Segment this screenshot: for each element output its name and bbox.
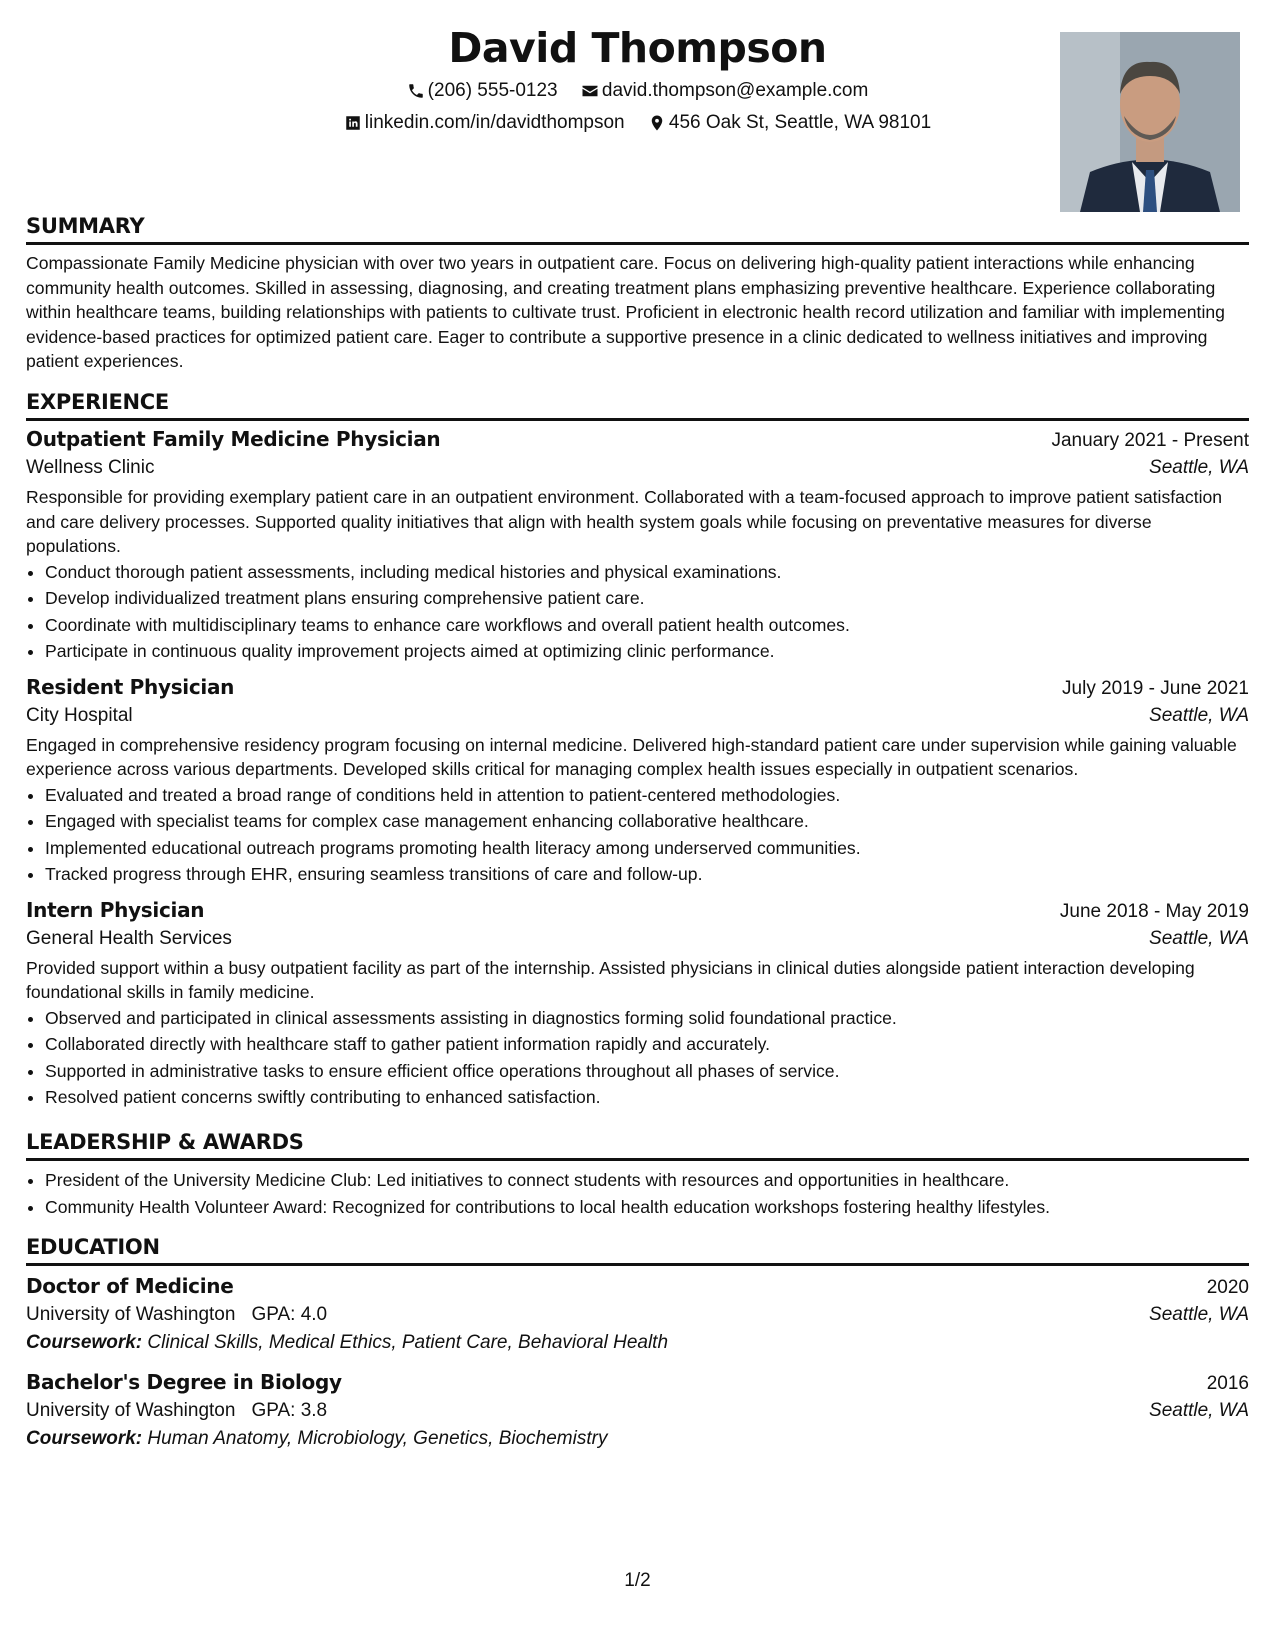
list-item: • Evaluated and treated a broad range of conditions held in attention to patient-centered methodologies. xyxy=(45,782,1249,809)
linkedin-text: linkedin.com/in/davidthompson xyxy=(364,112,625,133)
school-location: Seattle, WA xyxy=(1149,1400,1249,1421)
list-item: • Collaborated directly with healthcare staff to gather patient information rapidly and accurately. xyxy=(45,1031,1249,1058)
job-description: Responsible for providing exemplary patient care in an outpatient environment. Collaborated with a team-focused approach to improve patient satisfaction and care delivery processes. Supported quality initiatives that align with health system goals while focusing on preventative measures for diverse populations. xyxy=(26,487,1223,556)
list-item: • Coordinate with multidisciplinary teams to enhance care workflows and overall patient health outcomes. xyxy=(45,612,1249,639)
education-entry xyxy=(26,1274,1249,1354)
coursework-line xyxy=(26,1428,1249,1450)
candidate-name: David Thompson xyxy=(448,24,827,72)
gpa-value: GPA: 3.8 xyxy=(251,1400,328,1421)
list-item: • Participate in continuous quality improvement projects aimed at optimizing clinic performance. xyxy=(45,638,1249,665)
coursework-line xyxy=(26,1332,1249,1354)
degree-title: Doctor of Medicine xyxy=(26,1274,234,1298)
list-item: • President of the University Medicine Club: Led initiatives to connect students with resources and opportunities in healthcare. xyxy=(45,1167,1249,1194)
email-contact[interactable] xyxy=(581,80,868,102)
list-item: • Community Health Volunteer Award: Recognized for contributions to local health education workshops fostering healthy lifestyles. xyxy=(45,1194,1249,1221)
job-dates: January 2021 - Present xyxy=(1051,430,1249,451)
page-number: 1/2 xyxy=(624,1570,651,1591)
phone-contact[interactable] xyxy=(407,80,558,102)
coursework-text: Clinical Skills, Medical Ethics, Patient Care, Behavioral Health xyxy=(147,1332,669,1353)
job-bullets xyxy=(26,559,1249,665)
degree-year: 2020 xyxy=(1206,1277,1249,1298)
job-title: Intern Physician xyxy=(26,897,205,922)
map-marker-icon xyxy=(648,114,666,132)
address-text: 456 Oak St, Seattle, WA 98101 xyxy=(668,112,932,133)
leadership-list xyxy=(26,1167,1249,1220)
job-company: City Hospital xyxy=(26,704,133,726)
job-title: Resident Physician xyxy=(26,674,235,699)
job-dates: July 2019 - June 2021 xyxy=(1062,677,1249,699)
job-dates: June 2018 - May 2019 xyxy=(1059,900,1249,922)
profile-photo xyxy=(1060,32,1240,212)
job-description: Provided support within a busy outpatient facility as part of the internship. Assisted physicians in clinical duties alongside patient interaction developing foundational skills in family medicine. xyxy=(26,957,1195,1002)
job-company: General Health Services xyxy=(26,927,232,949)
linkedin-contact[interactable] xyxy=(344,112,625,134)
degree-year: 2016 xyxy=(1206,1373,1249,1394)
school-location: Seattle, WA xyxy=(1149,1304,1249,1325)
job-entry xyxy=(26,898,1249,1111)
phone-text: (206) 555-0123 xyxy=(427,80,558,101)
section-title-experience: EXPERIENCE xyxy=(26,390,1249,421)
coursework-label: Coursework: xyxy=(26,1428,143,1449)
coursework-text: Human Anatomy, Microbiology, Genetics, Biochemistry xyxy=(147,1428,608,1449)
list-item: • Develop individualized treatment plans ensuring comprehensive patient care. xyxy=(45,585,1249,612)
school-name: University of Washington xyxy=(26,1304,236,1325)
experience-section xyxy=(26,390,1249,1111)
job-bullets xyxy=(26,782,1249,888)
list-item: • Supported in administrative tasks to ensure efficient office operations throughout all phases of service. xyxy=(45,1058,1249,1085)
education-entry xyxy=(26,1370,1249,1450)
leadership-section xyxy=(26,1130,1249,1220)
list-item: • Tracked progress through EHR, ensuring seamless transitions of care and follow-up. xyxy=(45,861,1249,888)
summary-section xyxy=(26,214,1249,374)
list-item: • Conduct thorough patient assessments, including medical histories and physical examinations. xyxy=(45,559,1249,586)
list-item: • Resolved patient concerns swiftly contributing to enhanced satisfaction. xyxy=(45,1084,1249,1111)
email-text: david.thompson@example.com xyxy=(601,80,869,101)
school-line xyxy=(26,1400,327,1422)
phone-icon xyxy=(407,82,425,100)
school-name: University of Washington xyxy=(26,1400,236,1421)
job-location: Seattle, WA xyxy=(1149,927,1249,949)
coursework-label: Coursework: xyxy=(26,1332,143,1353)
resume-header xyxy=(26,20,1249,220)
job-location: Seattle, WA xyxy=(1149,457,1249,478)
section-title-leadership: LEADERSHIP & AWARDS xyxy=(26,1130,1249,1161)
section-title-education: EDUCATION xyxy=(26,1235,1249,1266)
job-entry xyxy=(26,427,1249,665)
job-description: Engaged in comprehensive residency program focusing on internal medicine. Delivered high-standard patient care under supervision while gaining valuable experience across various departments. Developed skills critical for managing complex health issues especially in outpatient scenarios. xyxy=(26,734,1237,779)
education-section xyxy=(26,1235,1249,1450)
address-contact xyxy=(648,112,931,134)
gpa-value: GPA: 4.0 xyxy=(251,1304,328,1325)
job-title: Outpatient Family Medicine Physician xyxy=(26,427,441,451)
job-entry xyxy=(26,675,1249,888)
school-line xyxy=(26,1304,327,1326)
job-location: Seattle, WA xyxy=(1149,704,1249,726)
list-item: • Observed and participated in clinical assessments assisting in diagnostics forming solid foundational practice. xyxy=(45,1005,1249,1032)
section-title-summary: SUMMARY xyxy=(26,214,1249,245)
degree-title: Bachelor's Degree in Biology xyxy=(26,1370,342,1394)
list-item: • Implemented educational outreach programs promoting health literacy among underserved communities. xyxy=(45,835,1249,862)
job-company: Wellness Clinic xyxy=(26,457,155,478)
envelope-icon xyxy=(581,82,599,100)
linkedin-icon xyxy=(344,114,362,132)
list-item: • Engaged with specialist teams for complex case management enhancing collaborative healthcare. xyxy=(45,808,1249,835)
job-bullets xyxy=(26,1005,1249,1111)
summary-text: Compassionate Family Medicine physician with over two years in outpatient care. Focus on delivering high-quality patient interactions while enhancing community health outcomes. Skilled in assessing, diagnosing, and creating treatment plans emphasizing preventive healthcare. Experience collaborating within healthcare teams, building relationships with patients to cultivate trust. Proficient in electronic health record utilization and familiar with implementing evidence-based practices for optimized patient care. Eager to contribute a supportive presence in a clinic dedicated to wellness initiatives and improving patient experiences. xyxy=(26,253,1225,371)
